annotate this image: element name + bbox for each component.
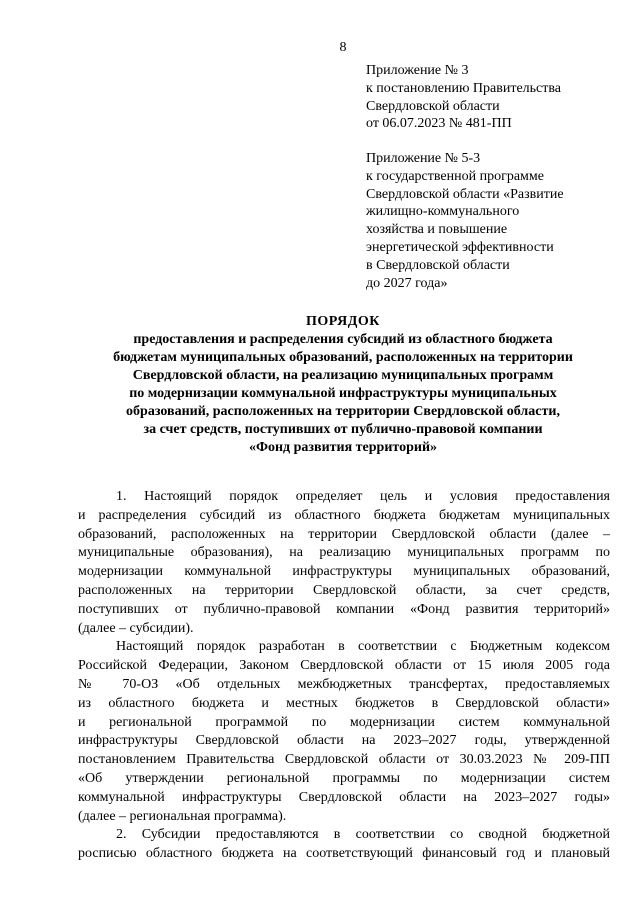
body-line: постановлением Правительства Свердловской области от 30.03.2023 № 209-ПП [78,752,610,768]
body-line: № 70-ОЗ «Об отдельных межбюджетных трансфертах, предоставляемых [78,676,610,692]
paragraph-3 [78,826,610,864]
title-line: по модернизации коммунальной инфраструктуры муниципальных [129,386,557,401]
body-line: расположенных на территории Свердловской области, за счет средств, [78,582,610,598]
appendix-line: жилищно-коммунального [366,204,520,220]
body-line: модернизации коммунальной инфраструктуры муниципальных образований, [78,564,610,580]
appendix-line: хозяйства и повышение [366,222,508,238]
paragraph-1 [78,488,610,638]
appendix-line: от 06.07.2023 № 481-ПП [366,116,512,132]
appendix-line: к государственной программе [366,168,544,184]
title-line: «Фонд развития территорий» [248,440,438,455]
title-line: Свердловской области, на реализацию муниципальных программ [132,368,554,383]
body-line: (далее – субсидии). [78,620,194,636]
page-number: 8 [339,40,347,55]
body-line: Российской Федерации, Законом Свердловской области от 15 июля 2005 года [78,658,610,674]
body-line: «Об утверждении региональной программы по модернизации систем [78,770,610,786]
document-body [78,488,610,864]
paragraph-2 [78,638,610,826]
title-line: бюджетам муниципальных образований, расположенных на территории [113,350,573,365]
body-line: и региональной программой по модернизации систем коммунальной [78,714,610,730]
body-line: образований, расположенных на территории Свердловской области (далее – [78,526,610,542]
appendix-line: Свердловской области [366,98,500,114]
body-line: муниципальные образования), на реализацию муниципальных программ по [78,545,610,561]
appendix-5-3-header [366,150,616,292]
document-title [78,313,608,457]
body-line: росписью областного бюджета на соответствующий финансовый год и плановый [78,846,610,862]
title-line: образований, расположенных на территории Свердловской области, [126,404,560,419]
body-line: поступивших от публично-правовой компании «Фонд развития территорий» [78,601,610,617]
appendix-line: энергетической эффективности [366,239,554,255]
appendix-line: до 2027 года» [366,275,448,291]
body-line: 2. Субсидии предоставляются в соответствии со сводной бюджетной [116,827,610,843]
appendix-line: Приложение № 3 [366,63,469,78]
appendix-3-header [366,62,616,133]
title-line: предоставления и распределения субсидий из областного бюджета [133,332,553,347]
title-heading: ПОРЯДОК [306,314,380,329]
appendix-line: в Свердловской области [366,257,510,273]
appendix-line: к постановлению Правительства [366,80,562,96]
appendix-line: Приложение № 5-3 [366,151,481,166]
body-line: 1. Настоящий порядок определяет цель и условия предоставления [116,489,610,504]
body-line: Настоящий порядок разработан в соответствии с Бюджетным кодексом [116,639,610,655]
body-line: (далее – региональная программа). [78,808,287,824]
title-line: за счет средств, поступивших от публично-правовой компании [143,422,543,437]
body-line: из областного бюджета и местных бюджетов в Свердловской области» [78,695,610,711]
body-line: коммунальной инфраструктуры Свердловской области на 2023–2027 годы» [78,789,610,805]
body-line: инфраструктуры Свердловской области на 2023–2027 годы, утвержденной [78,733,610,749]
body-line: и распределения субсидий из областного бюджета бюджетам муниципальных [78,507,610,523]
appendix-line: Свердловской области «Развитие [366,186,564,202]
